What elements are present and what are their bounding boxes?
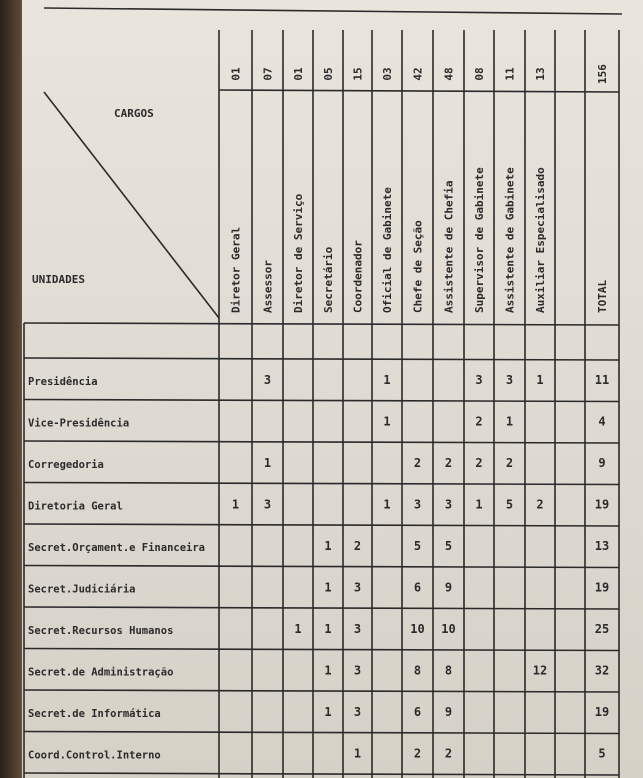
cell-value: 9 [444,704,453,719]
cell-value: 2 [353,538,362,553]
row-rule [24,483,619,485]
column-count: 08 [473,67,486,81]
column-count: 42 [411,67,425,81]
unit-name: Vice-Presidência [28,417,130,430]
cell-value: 2 [444,455,453,470]
unit-name: Secret.Recursos Humanos [28,624,174,637]
cell-value: 1 [475,497,483,512]
cell-value: 1 [324,580,332,595]
cell-value: 8 [413,663,422,678]
cell-value: 1 [324,538,332,553]
top-border [44,8,622,14]
cell-value: 3 [353,621,362,636]
unit-name: Diretoria Geral [28,500,123,513]
column-count: 03 [381,67,394,81]
column-count: 01 [292,67,305,81]
cell-value: 3 [263,372,272,387]
column-label: Oficial de Gabinete [381,187,394,313]
row-rule [24,732,619,734]
table-row [28,497,609,512]
table-row [28,373,609,388]
cell-value: 1 [263,455,272,470]
cell-value: 5 [598,746,606,761]
column-count: 11 [503,67,517,81]
count-rule [219,90,619,92]
cell-value: 5 [444,538,453,553]
unit-name: Secret.de Informática [28,707,161,720]
table-row [28,746,606,761]
row-rule [24,773,619,775]
unit-name: Coord.Control.Interno [28,749,161,762]
cell-value: 3 [353,704,362,719]
column-label: Auxiliar Especialisado [534,167,547,313]
cell-value: 3 [413,497,422,512]
row-rule [24,649,619,651]
table-row [28,705,609,720]
header-rule [24,323,619,325]
cell-value: 5 [413,538,422,553]
cell-value: 2 [536,497,544,512]
cell-value: 10 [441,621,456,636]
cell-value: 1 [383,414,391,429]
column-count: 13 [534,67,547,81]
cell-value: 1 [353,746,362,761]
cell-value: 19 [594,704,610,719]
row-rule [24,358,619,360]
table-row [28,622,609,637]
document-page [22,0,643,778]
column-count: 156 [596,64,609,84]
cell-value: 1 [536,372,544,387]
corner-label-cargos: CARGOS [114,107,154,120]
cell-value: 19 [594,497,610,512]
unit-name: Secret.Judiciária [28,583,136,596]
cell-value: 13 [594,538,610,553]
column-count: 15 [351,67,365,81]
cell-value: 2 [505,455,514,470]
cell-value: 4 [598,414,606,429]
cell-value: 1 [231,497,240,512]
unit-name: Secret.Orçament.e Financeira [28,541,206,554]
unit-name: Corregedoria [28,458,104,471]
cell-value: 32 [594,663,610,678]
cell-value: 9 [598,455,606,470]
column-label: Diretor de Serviço [292,193,305,313]
cell-value: 2 [475,414,483,429]
cell-value: 19 [594,580,610,595]
cell-value: 12 [532,663,548,678]
column-count: 48 [442,67,456,81]
unit-name: Secret.de Administração [28,666,174,679]
cell-value: 1 [294,621,302,636]
column-label: Supervisor de Gabinete [473,167,486,313]
cell-value: 1 [324,704,332,719]
cell-value: 6 [413,580,422,595]
cell-value: 10 [410,621,425,636]
cell-value: 3 [263,497,272,512]
cell-value: 2 [413,455,422,470]
column-count: 01 [229,67,243,81]
cell-value: 2 [475,455,483,470]
cell-value: 3 [475,372,483,387]
column-label: Chefe de Seção [411,220,425,313]
column-label: Assistente de Gabinete [503,167,517,313]
column-label: Assessor [261,260,275,313]
column-label: TOTAL [596,279,609,313]
unit-name: Presidência [28,375,98,388]
column-label: Secretário [322,246,335,313]
column-label: Diretor Geral [229,226,243,313]
cell-value: 11 [594,372,610,387]
column-label: Assistente de Chefia [442,180,456,313]
cell-value: 2 [413,746,422,761]
cell-value: 1 [324,663,332,678]
cell-value: 1 [383,497,391,512]
table-row [28,456,606,471]
row-rule [24,524,619,526]
cell-value: 3 [353,663,362,678]
table-row [28,663,609,678]
row-rule [24,566,619,568]
column-count: 05 [322,67,335,81]
cell-value: 1 [383,372,391,387]
cell-value: 9 [444,580,453,595]
table-row [28,414,606,429]
column-headers [230,64,610,313]
cell-value: 3 [444,497,453,512]
table-row [28,580,609,595]
cell-value: 1 [324,621,332,636]
cell-value: 2 [444,746,453,761]
row-rule [24,607,619,609]
cell-value: 5 [505,497,514,512]
table-row [28,539,609,554]
row-rule [24,690,619,692]
cell-value: 6 [413,704,422,719]
cell-value: 25 [594,621,610,636]
staff-distribution-table [22,0,643,778]
cell-value: 3 [353,580,362,595]
row-rule [24,441,619,443]
cell-value: 1 [505,414,514,429]
column-count: 07 [261,67,275,81]
column-label: Coordenador [351,240,365,313]
cell-value: 8 [444,663,453,678]
cell-value: 3 [505,372,514,387]
row-rule [24,400,619,402]
corner-label-unidades: UNIDADES [32,273,85,286]
